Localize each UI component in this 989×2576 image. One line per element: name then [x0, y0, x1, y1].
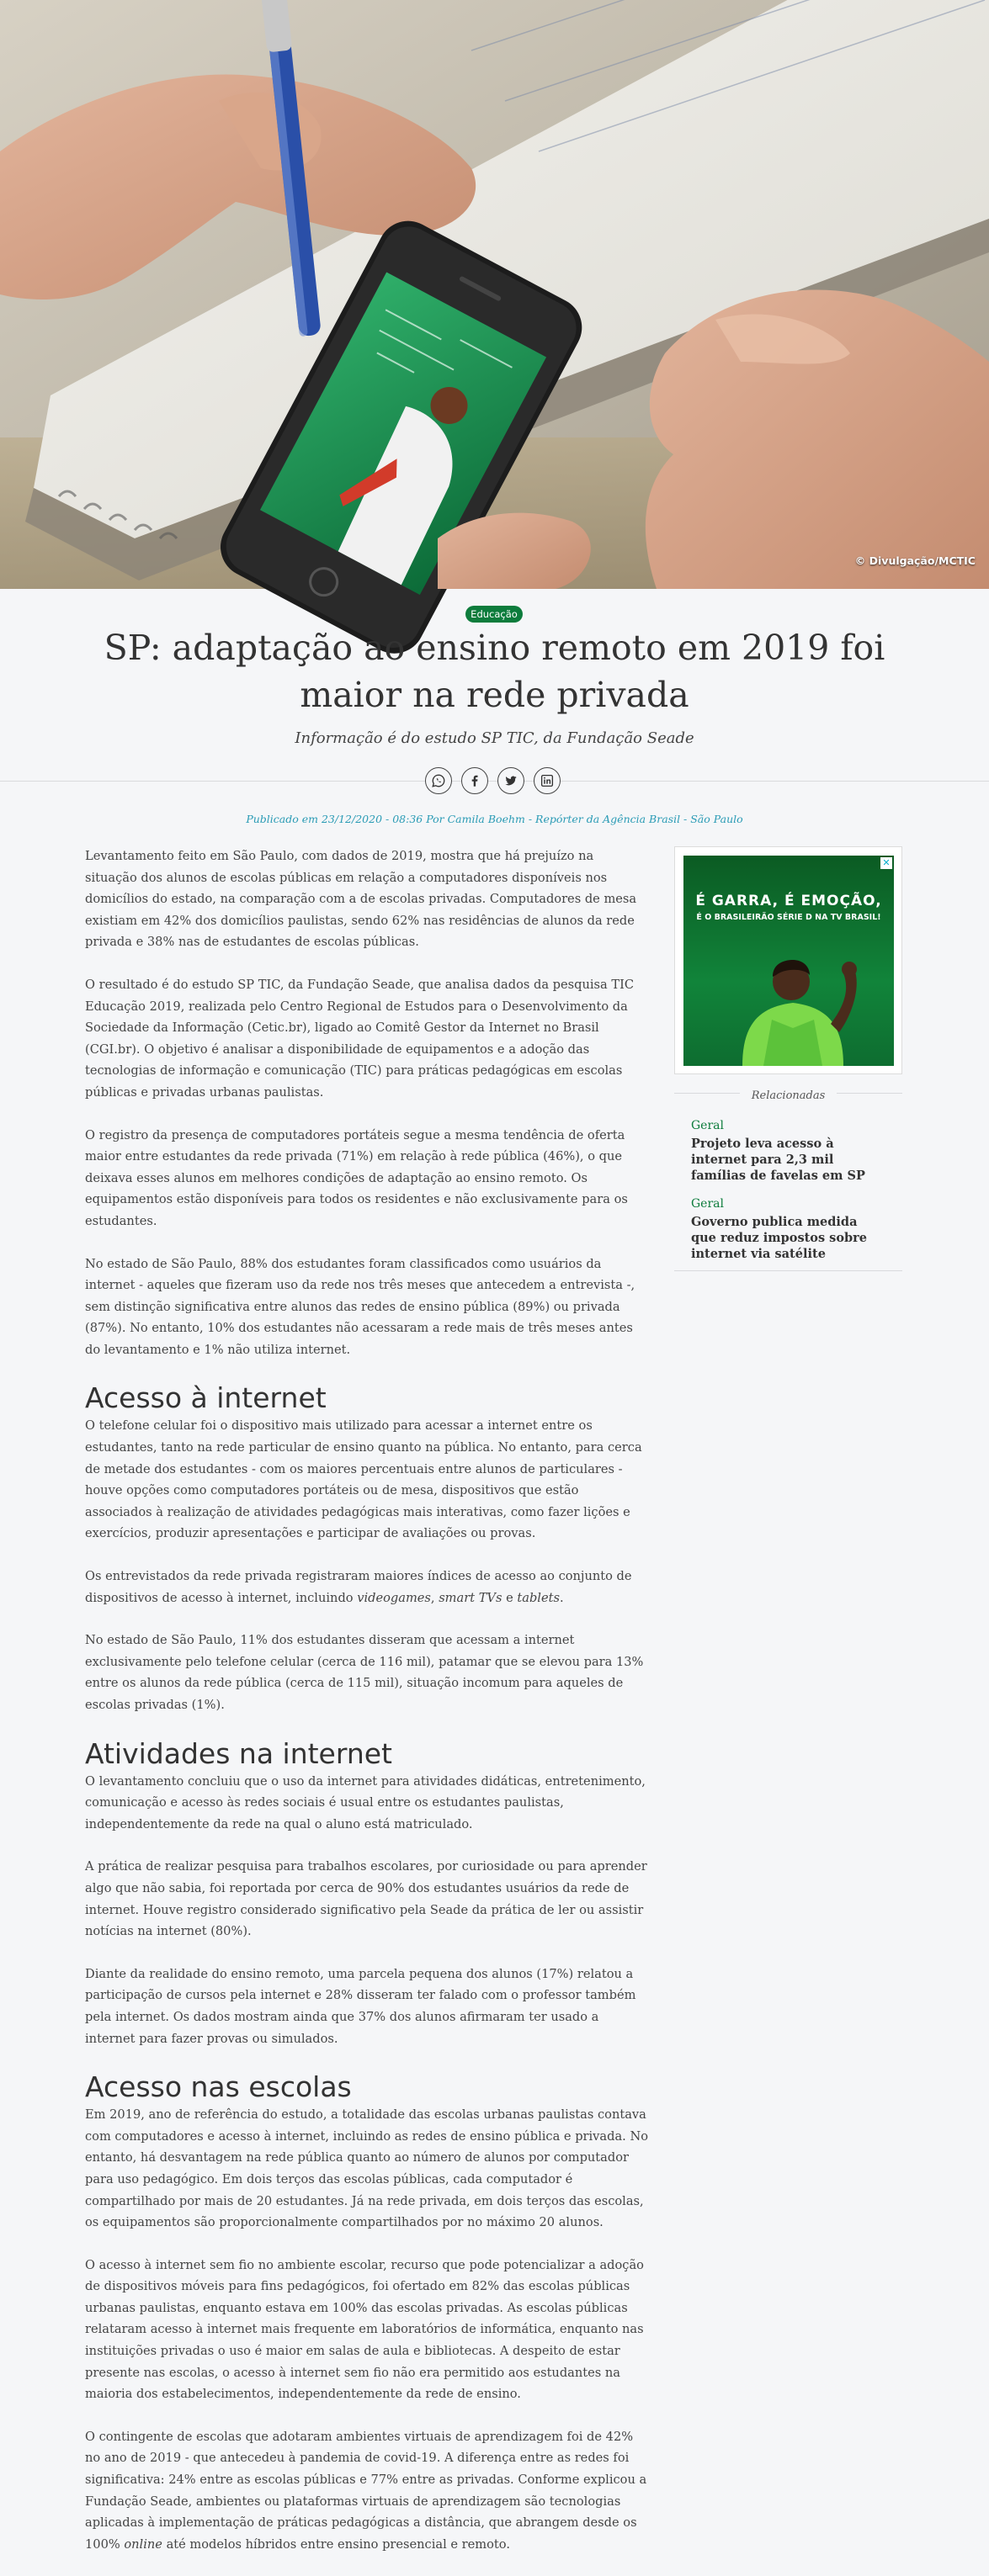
ad-headline: É GARRA, É EMOÇÃO,	[695, 893, 882, 909]
text-run: Os entrevistados da rede privada registraram maiores índices de acesso ao conjunto de dispositivos de acesso à internet, incluindo	[85, 1569, 632, 1605]
article-title: SP: adaptação ao ensino remoto em 2019 foi maior na rede privada	[104, 628, 885, 715]
emphasis-text: online	[124, 2536, 162, 2552]
hero-photo	[0, 0, 989, 589]
advertisement-banner[interactable]	[683, 856, 894, 1066]
related-item-title[interactable]: Projeto leva acesso à internet para 2,3 mil famílias de favelas em SP	[691, 1137, 865, 1183]
article-paragraph: Diante da realidade do ensino remoto, uma parcela pequena dos alunos (17%) relatou a participação de cursos pela internet e 28% disseram ter falado com o professor também pela internet. Os dados mostram ainda que 37% dos alunos afirmaram ter usado a internet para fazer provas ou simulados.	[85, 1966, 636, 2046]
text-run: O contingente de escolas que adotaram ambientes virtuais de aprendizagem foi de 42% no ano de 2019 - que antecedeu à pandemia de covid-19. A diferença entre as redes foi significativa: 24% entre as escolas públicas e 77% entre as privadas. Conforme explicou a Fundação Seade, ambientes ou plataformas virtuais de aprendizagem são tecnologias aplicadas à implementação de práticas pedagógicas a distância, que abrangem desde os 100%	[85, 2429, 647, 2552]
related-section	[674, 1089, 902, 1275]
related-item[interactable]	[691, 1197, 885, 1262]
ad-subline: É O BRASILEIRÃO SÉRIE D NA TV BRASIL!	[696, 913, 881, 922]
article-subtitle: Informação é do estudo SP TIC, da Fundação Seade	[295, 729, 694, 747]
text-run: e	[502, 1590, 518, 1605]
facebook-share-button[interactable]	[461, 767, 488, 794]
article-paragraph: No estado de São Paulo, 88% dos estudantes foram classificados como usuários da internet - aqueles que fizeram uso da rede nos três meses que antecedem a entrevista -, sem distinção significativa entre alunos das redes de ensino pública (89%) ou privada (87%). No entanto, 10% dos estudantes não acessaram a rede mais de três meses antes do levantamento e 1% não utiliza internet.	[85, 1256, 635, 1357]
article-paragraph	[85, 2426, 649, 2556]
related-heading-wrap	[674, 1086, 902, 1102]
article-paragraph: A prática de realizar pesquisa para trabalhos escolares, por curiosidade ou para aprender algo que não sabia, foi reportada por cerca de 90% dos estudantes usuários da rede de internet. Houve registro considerado significativo pela Seade da prática de ler ou assistir notícias na internet (80%).	[85, 1859, 647, 1939]
article-paragraph: Levantamento feito em São Paulo, com dados de 2019, mostra que há prejuízo na situação dos alunos de escolas públicas em relação a computadores disponíveis nos domicílios do estado, na comparação com a de escolas privadas. Computadores de mesa existiam em 42% dos domicílios paulistas, sendo 62% nas residências de alunos da rede privada e 38% nas de estudantes de escolas públicas.	[85, 849, 637, 950]
article-paragraph: No estado de São Paulo, 11% dos estudantes disseram que acessam a internet exclusivamente pelo telefone celular (cerca de 116 mil), patamar que se elevou para 13% entre os alunos da rede pública (cerca de 115 mil), situação incomum para aqueles de escolas privadas (1%).	[85, 1633, 644, 1712]
related-item-title[interactable]: Governo publica medida que reduz impostos sobre internet via satélite	[691, 1215, 868, 1261]
whatsapp-icon	[431, 773, 446, 788]
text-run: .	[559, 1590, 564, 1605]
related-heading: Relacionadas	[740, 1089, 837, 1102]
related-item[interactable]	[691, 1119, 885, 1184]
section-heading: Acesso à internet	[85, 1381, 327, 1415]
text-run: até modelos híbridos entre ensino presencial e remoto.	[162, 2536, 510, 2552]
related-divider	[674, 1270, 902, 1271]
text-run: ,	[430, 1590, 439, 1605]
article-paragraph: O telefone celular foi o dispositivo mais utilizado para acessar a internet entre os estudantes, tanto na rede particular de ensino quanto na pública. No entanto, para cerca de metade dos estudantes - com os maiores percentuais entre alunos de particulares - houve opções como computadores portáteis ou de mesa, dispositivos que estão associados à realização de atividades pedagógicas mais interativas, como fazer lições e exercícios, produzir apresentações e participar de avaliações ou provas.	[85, 1418, 642, 1541]
section-heading: Atividades na internet	[85, 1736, 392, 1770]
share-bar	[425, 767, 561, 794]
article-paragraph: O levantamento concluiu que o uso da internet para atividades didáticas, entretenimento, comunicação e acesso às redes sociais é usual entre os estudantes paulistas, independentemente da rede na qual o aluno está matriculado.	[85, 1773, 646, 1831]
facebook-icon	[467, 773, 482, 788]
emphasis-text: videogames	[357, 1590, 431, 1605]
hero-image	[0, 0, 989, 589]
emphasis-text: tablets	[517, 1590, 560, 1605]
article-paragraph: Em 2019, ano de referência do estudo, a totalidade das escolas urbanas paulistas contava com computadores e acesso à internet, incluindo as redes de ensino pública e privada. No entanto, há desvantagem na rede pública quanto ao número de alunos por computador para uso pedagógico. Em dois terços das escolas públicas, cada computador é compartilhado por mais de 20 estudantes. Já na rede privada, em dois terços das escolas, os equipamentos são proporcionalmente compartilhados por no máximo 20 alunos.	[85, 2107, 648, 2230]
related-item-category[interactable]: Geral	[691, 1119, 724, 1132]
ad-player-illustration	[717, 940, 869, 1066]
ad-container	[674, 846, 902, 1074]
article-paragraph	[85, 1566, 649, 1609]
linkedin-icon	[540, 773, 555, 788]
twitter-share-button[interactable]	[497, 767, 524, 794]
whatsapp-share-button[interactable]	[425, 767, 452, 794]
related-item-category[interactable]: Geral	[691, 1197, 724, 1211]
article-paragraph: O registro da presença de computadores portáteis segue a mesma tendência de oferta maior entre estudantes da rede privada (71%) em relação à rede pública (46%), o que deixava esses alunos em melhores condições de adaptação ao ensino remoto. Os equipamentos estão disponíveis para todos os residentes e não exclusivamente para os estudantes.	[85, 1127, 628, 1228]
article-byline: Publicado em 23/12/2020 - 08:36 Por Camila Boehm - Repórter da Agência Brasil - São Paulo	[246, 813, 743, 825]
article-body	[85, 845, 649, 2576]
article-paragraph: O acesso à internet sem fio no ambiente escolar, recurso que pode potencializar a adoção de dispositivos móveis para fins pedagógicos, foi ofertado em 82% das escolas públicas urbanas paulistas, enquanto estava em 100% das escolas privadas. As escolas públicas relataram acesso à internet mais frequente em laboratórios de informática, enquanto nas instituições privadas o uso é maior em salas de aula e bibliotecas. A despeito de estar presente nas escolas, o acesso à internet sem fio não era permitido aos estudantes na maioria dos estabelecimentos, independentemente da rede de ensino.	[85, 2257, 644, 2402]
emphasis-text: smart TVs	[439, 1590, 502, 1605]
photo-credit: © Divulgação/MCTIC	[854, 554, 976, 567]
related-list	[691, 1094, 885, 1262]
twitter-icon	[503, 773, 518, 788]
article-paragraph: O resultado é do estudo SP TIC, da Fundação Seade, que analisa dados da pesquisa TIC Educação 2019, realizada pelo Centro Regional de Estudos para o Desenvolvimento da Sociedade da Informação (Cetic.br), ligado ao Comitê Gestor da Internet no Brasil (CGI.br). O objetivo é analisar a disponibilidade de equipamentos e a adoção das tecnologias de informação e comunicação (TIC) para práticas pedagógicas em escolas públicas e privadas urbanas paulistas.	[85, 977, 635, 1100]
ad-close-icon[interactable]: ✕	[880, 857, 892, 869]
category-badge[interactable]: Educação	[465, 606, 523, 623]
linkedin-share-button[interactable]	[534, 767, 561, 794]
section-heading: Acesso nas escolas	[85, 2070, 352, 2104]
